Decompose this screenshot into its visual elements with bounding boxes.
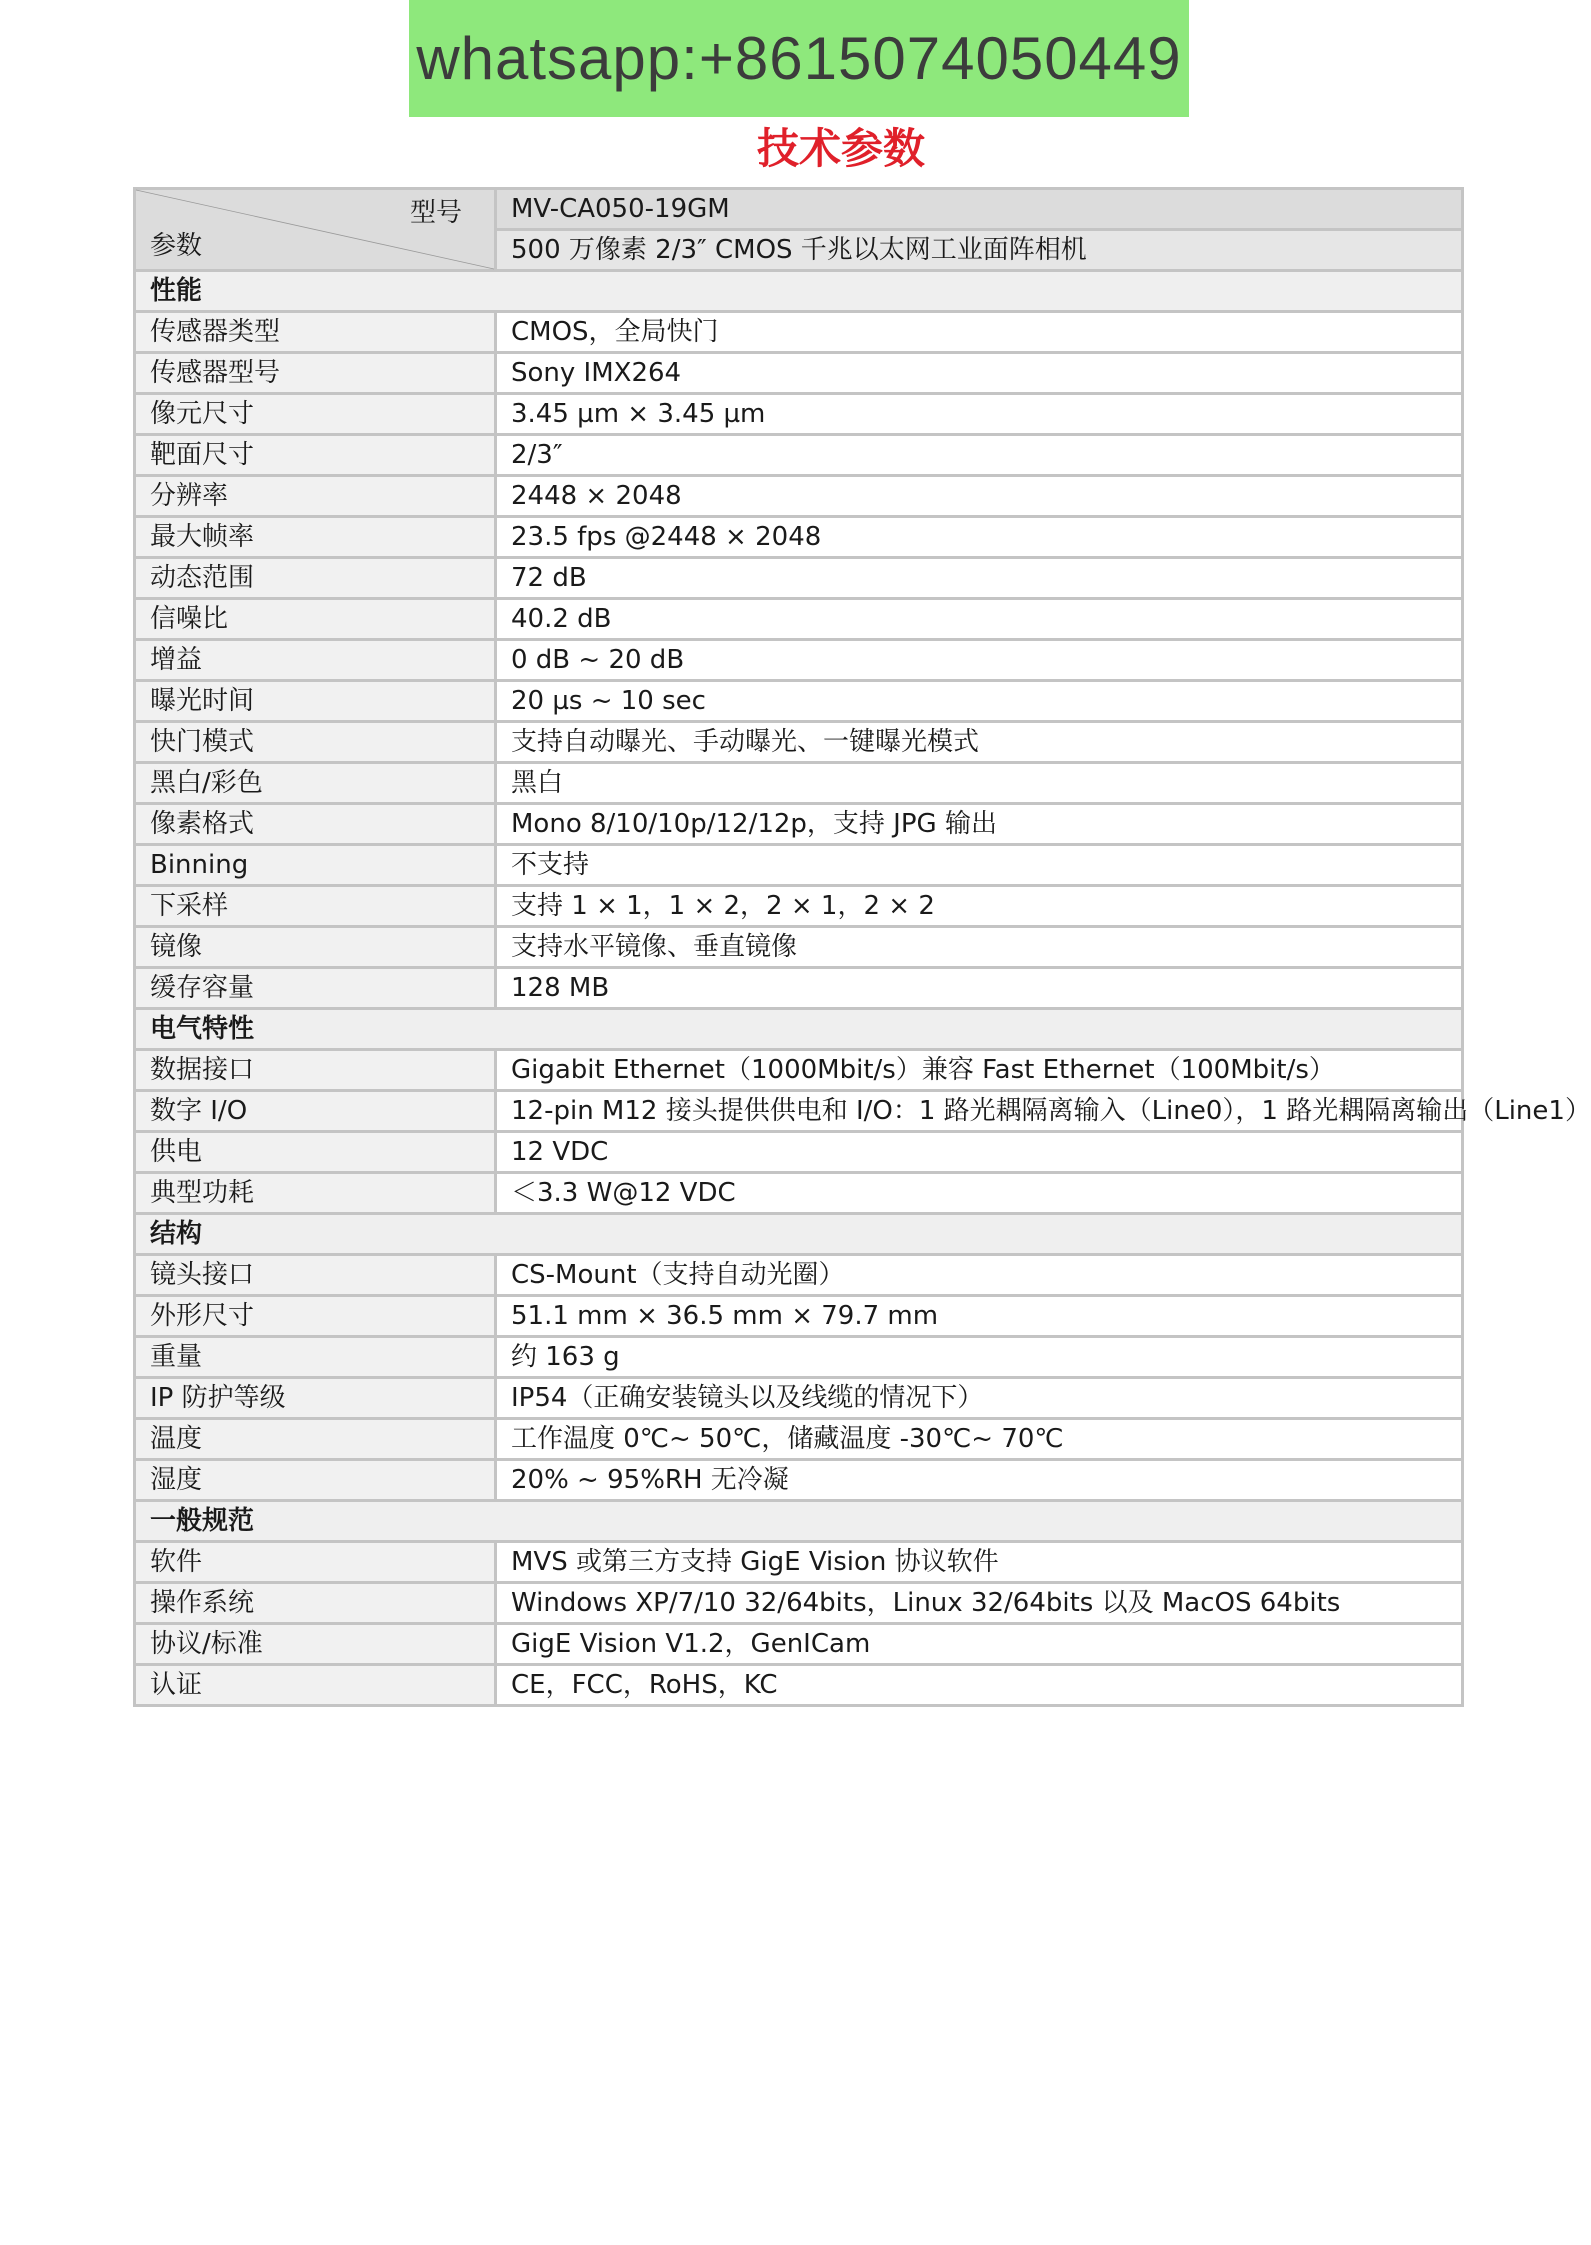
spec-value: 黑白 xyxy=(496,763,1463,804)
spec-key: 分辨率 xyxy=(135,476,496,517)
spec-key: 软件 xyxy=(135,1542,496,1583)
spec-row xyxy=(135,476,1463,517)
spec-row xyxy=(135,722,1463,763)
spec-key: 缓存容量 xyxy=(135,968,496,1009)
spec-table xyxy=(133,187,1591,1707)
section-title: 结构 xyxy=(135,1214,1463,1255)
spec-key: 数字 I/O xyxy=(135,1091,496,1132)
spec-value: 不支持 xyxy=(496,845,1463,886)
page-title-container xyxy=(0,116,1587,176)
spec-row xyxy=(135,1665,1463,1706)
spec-row xyxy=(135,1419,1463,1460)
spec-row xyxy=(135,763,1463,804)
spec-key: 供电 xyxy=(135,1132,496,1173)
spec-key: 黑白/彩色 xyxy=(135,763,496,804)
spec-key: 湿度 xyxy=(135,1460,496,1501)
spec-row xyxy=(135,435,1463,476)
section-row xyxy=(135,1501,1463,1542)
spec-key: 最大帧率 xyxy=(135,517,496,558)
spec-row xyxy=(135,1050,1463,1091)
section-title: 电气特性 xyxy=(135,1009,1463,1050)
spec-row xyxy=(135,517,1463,558)
spec-table-body xyxy=(135,189,1591,1706)
spec-value: 20 µs ~ 10 sec xyxy=(496,681,1463,722)
spec-key: 认证 xyxy=(135,1665,496,1706)
spec-row xyxy=(135,394,1463,435)
spec-key: 快门模式 xyxy=(135,722,496,763)
spec-key: 传感器型号 xyxy=(135,353,496,394)
spec-key: IP 防护等级 xyxy=(135,1378,496,1419)
spec-key: 温度 xyxy=(135,1419,496,1460)
spec-key: 数据接口 xyxy=(135,1050,496,1091)
spec-row xyxy=(135,640,1463,681)
header-diagonal-cell xyxy=(135,189,496,271)
spec-value: IP54（正确安装镜头以及线缆的情况下） xyxy=(496,1378,1463,1419)
section-row xyxy=(135,1214,1463,1255)
spec-value: 约 163 g xyxy=(496,1337,1463,1378)
spec-value: 51.1 mm × 36.5 mm × 79.7 mm xyxy=(496,1296,1463,1337)
spec-row xyxy=(135,927,1463,968)
whatsapp-contact-banner xyxy=(409,0,1189,117)
spec-value: 3.45 µm × 3.45 µm xyxy=(496,394,1463,435)
spec-key: 典型功耗 xyxy=(135,1173,496,1214)
header-row-model xyxy=(135,189,1463,230)
spec-value: 12-pin M12 接头提供供电和 I/O：1 路光耦隔离输入（Line0），1 路光耦隔离输出（Line1） xyxy=(496,1091,1463,1132)
model-value: MV-CA050-19GM xyxy=(496,189,1463,230)
spec-value: 2448 × 2048 xyxy=(496,476,1463,517)
spec-value: 支持 1 × 1，1 × 2，2 × 1，2 × 2 xyxy=(496,886,1463,927)
spec-value: Gigabit Ethernet（1000Mbit/s）兼容 Fast Ethernet（100Mbit/s） xyxy=(496,1050,1463,1091)
section-title: 一般规范 xyxy=(135,1501,1463,1542)
spec-row xyxy=(135,599,1463,640)
spec-value: 12 VDC xyxy=(496,1132,1463,1173)
spec-row xyxy=(135,804,1463,845)
spec-value: CE，FCC，RoHS，KC xyxy=(496,1665,1463,1706)
model-label: 型号 xyxy=(409,198,462,228)
spec-value: 0 dB ~ 20 dB xyxy=(496,640,1463,681)
spec-key: 增益 xyxy=(135,640,496,681)
spec-row xyxy=(135,886,1463,927)
spec-key: 传感器类型 xyxy=(135,312,496,353)
page-title: 技术参数 xyxy=(756,124,925,173)
spec-key: 镜像 xyxy=(135,927,496,968)
spec-key: 重量 xyxy=(135,1337,496,1378)
section-row xyxy=(135,271,1463,312)
spec-row xyxy=(135,845,1463,886)
spec-row xyxy=(135,681,1463,722)
spec-value: CMOS，全局快门 xyxy=(496,312,1463,353)
spec-key: 靶面尺寸 xyxy=(135,435,496,476)
spec-row xyxy=(135,353,1463,394)
spec-key: 像素格式 xyxy=(135,804,496,845)
spec-value: GigE Vision V1.2，GenICam xyxy=(496,1624,1463,1665)
spec-value: 23.5 fps @2448 × 2048 xyxy=(496,517,1463,558)
model-description: 500 万像素 2/3″ CMOS 千兆以太网工业面阵相机 xyxy=(496,230,1463,271)
section-row xyxy=(135,1009,1463,1050)
spec-value: 工作温度 0℃~ 50℃，储藏温度 -30℃~ 70℃ xyxy=(496,1419,1463,1460)
spec-row xyxy=(135,312,1463,353)
spec-key: 操作系统 xyxy=(135,1583,496,1624)
spec-row xyxy=(135,1132,1463,1173)
spec-value: Windows XP/7/10 32/64bits，Linux 32/64bits 以及 MacOS 64bits xyxy=(496,1583,1463,1624)
spec-row xyxy=(135,1460,1463,1501)
spec-key: 信噪比 xyxy=(135,599,496,640)
spec-key: 动态范围 xyxy=(135,558,496,599)
spec-key: 外形尺寸 xyxy=(135,1296,496,1337)
spec-value: ＜3.3 W@12 VDC xyxy=(496,1173,1463,1214)
spec-row xyxy=(135,1337,1463,1378)
spec-value: 128 MB xyxy=(496,968,1463,1009)
spec-row xyxy=(135,1091,1463,1132)
spec-row xyxy=(135,968,1463,1009)
spec-value: 20% ~ 95%RH 无冷凝 xyxy=(496,1460,1463,1501)
spec-row xyxy=(135,558,1463,599)
spec-row xyxy=(135,1378,1463,1419)
spec-row xyxy=(135,1624,1463,1665)
param-label: 参数 xyxy=(150,231,203,261)
spec-value: 2/3″ xyxy=(496,435,1463,476)
spec-row xyxy=(135,1583,1463,1624)
spec-value: Sony IMX264 xyxy=(496,353,1463,394)
spec-key: 曝光时间 xyxy=(135,681,496,722)
banner-text: whatsapp:+8615074050449 xyxy=(416,25,1182,92)
spec-key: 协议/标准 xyxy=(135,1624,496,1665)
spec-row xyxy=(135,1255,1463,1296)
spec-key: 镜头接口 xyxy=(135,1255,496,1296)
spec-row xyxy=(135,1542,1463,1583)
spec-row xyxy=(135,1173,1463,1214)
spec-value: 40.2 dB xyxy=(496,599,1463,640)
spec-value: 支持自动曝光、手动曝光、一键曝光模式 xyxy=(496,722,1463,763)
spec-value: MVS 或第三方支持 GigE Vision 协议软件 xyxy=(496,1542,1463,1583)
spec-value: 72 dB xyxy=(496,558,1463,599)
spec-key: 下采样 xyxy=(135,886,496,927)
spec-value: Mono 8/10/10p/12/12p，支持 JPG 输出 xyxy=(496,804,1463,845)
spec-key: Binning xyxy=(135,845,496,886)
spec-value: 支持水平镜像、垂直镜像 xyxy=(496,927,1463,968)
spec-row xyxy=(135,1296,1463,1337)
section-title: 性能 xyxy=(135,271,1463,312)
spec-value: CS-Mount（支持自动光圈） xyxy=(496,1255,1463,1296)
spec-key: 像元尺寸 xyxy=(135,394,496,435)
